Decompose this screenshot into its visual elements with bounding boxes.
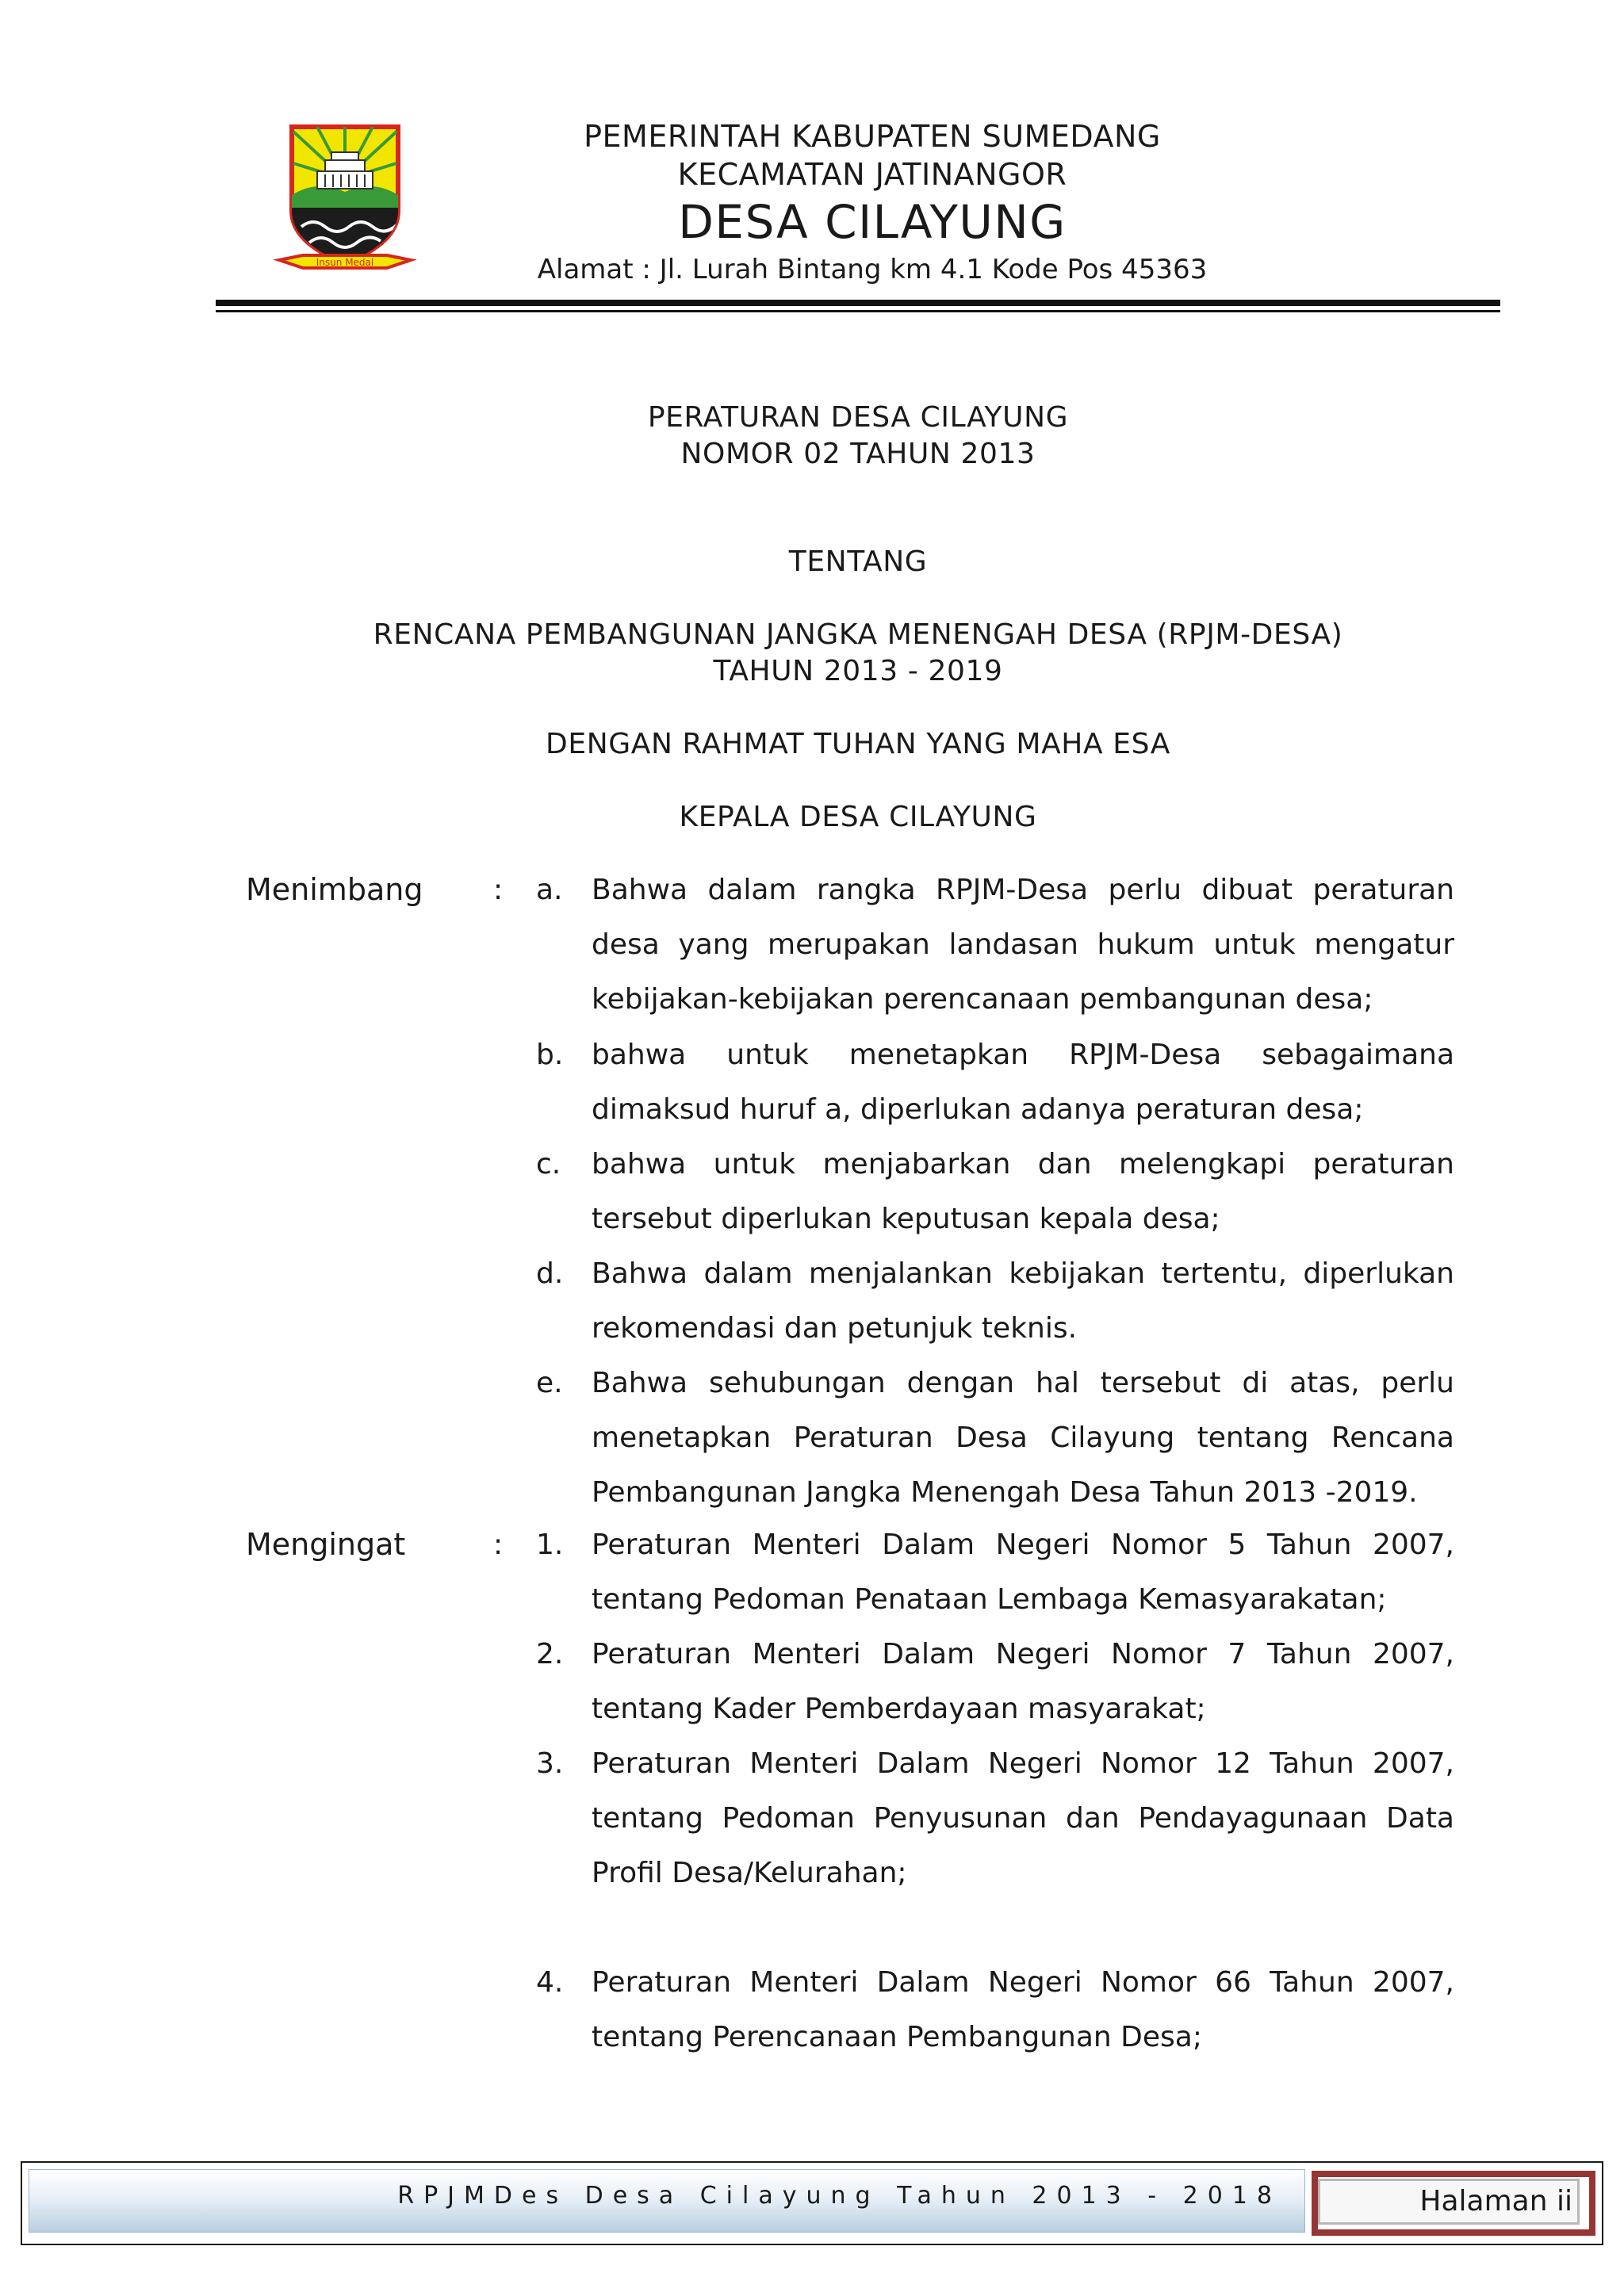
- regulation-number: NOMOR 02 TAHUN 2013: [680, 438, 1036, 470]
- svg-text:Insun Medal: Insun Medal: [316, 257, 374, 268]
- mengingat-label: Mengingat: [246, 1527, 406, 1562]
- clause-marker: d.: [536, 1257, 564, 1290]
- mengingat-clause: Peraturan Menteri Dalam Negeri Nomor 66 Tahun 2007, tentang Perencanaan Pembangunan Desa;: [592, 1966, 1454, 2053]
- letterhead-divider-thick: [216, 300, 1500, 306]
- menimbang-clause: Bahwa dalam rangka RPJM-Desa perlu dibuat peraturan desa yang merupakan landasan hukum untuk mengatur kebijakan-kebijakan perencanaan pembangunan desa;: [592, 874, 1454, 1016]
- footer-document-title: RPJMDes Desa Cilayung Tahun 2013 - 2018: [397, 2182, 1281, 2210]
- regulation-about-heading: TENTANG: [788, 545, 928, 578]
- menimbang-clause: bahwa untuk menetapkan RPJM-Desa sebagaimana dimaksud huruf a, diperlukan adanya peraturan desa;: [592, 1039, 1454, 1126]
- clause-marker: a.: [536, 874, 563, 906]
- regulation-period: TAHUN 2013 - 2019: [713, 655, 1003, 687]
- regulation-subject: RENCANA PEMBANGUNAN JANGKA MENENGAH DESA (RPJM-DESA): [373, 618, 1343, 651]
- mengingat-clause: Peraturan Menteri Dalam Negeri Nomor 7 Tahun 2007, tentang Kader Pemberdayaan masyarakat;: [592, 1638, 1454, 1725]
- menimbang-clause: Bahwa dalam menjalankan kebijakan tertentu, diperlukan rekomendasi dan petunjuk teknis.: [592, 1257, 1454, 1345]
- clause-marker: 3.: [536, 1747, 564, 1780]
- blessing-line: DENGAN RAHMAT TUHAN YANG MAHA ESA: [546, 728, 1170, 760]
- page-number: Halaman ii: [1318, 2179, 1580, 2225]
- clause-marker: 1.: [536, 1529, 564, 1561]
- mengingat-clause: Peraturan Menteri Dalam Negeri Nomor 12 Tahun 2007, tentang Pedoman Penyusunan dan Pendayagunaan Data Profil Desa/Kelurahan;: [592, 1747, 1454, 1889]
- mengingat-clause: Peraturan Menteri Dalam Negeri Nomor 5 Tahun 2007, tentang Pedoman Penataan Lembaga Kemasyarakatan;: [592, 1529, 1454, 1616]
- clause-marker: b.: [536, 1039, 564, 1071]
- clause-marker: 4.: [536, 1966, 564, 1999]
- letterhead-divider-thin: [216, 310, 1500, 312]
- clause-marker: e.: [536, 1367, 563, 1399]
- district-name: KECAMATAN JATINANGOR: [677, 157, 1067, 192]
- kabupaten-sumedang-crest-icon: [262, 124, 428, 290]
- mengingat-colon: :: [493, 1529, 504, 1561]
- clause-marker: 2.: [536, 1638, 564, 1670]
- menimbang-clause: Bahwa sehubungan dengan hal tersebut di atas, perlu menetapkan Peraturan Desa Cilayung tentang Rencana Pembangunan Jangka Menengah Desa Tahun 2013 -2019.: [592, 1367, 1454, 1509]
- regulation-title: PERATURAN DESA CILAYUNG: [647, 401, 1069, 434]
- menimbang-label: Menimbang: [246, 872, 423, 907]
- village-name: DESA CILAYUNG: [678, 195, 1067, 249]
- menimbang-clause: bahwa untuk menjabarkan dan melengkapi peraturan tersebut diperlukan keputusan kepala desa;: [592, 1148, 1454, 1235]
- clause-marker: c.: [536, 1148, 561, 1181]
- village-address: Alamat : Jl. Lurah Bintang km 4.1 Kode Pos 45363: [537, 254, 1208, 285]
- authority-line: KEPALA DESA CILAYUNG: [679, 801, 1037, 833]
- menimbang-colon: :: [493, 874, 504, 906]
- government-name: PEMERINTAH KABUPATEN SUMEDANG: [584, 119, 1161, 154]
